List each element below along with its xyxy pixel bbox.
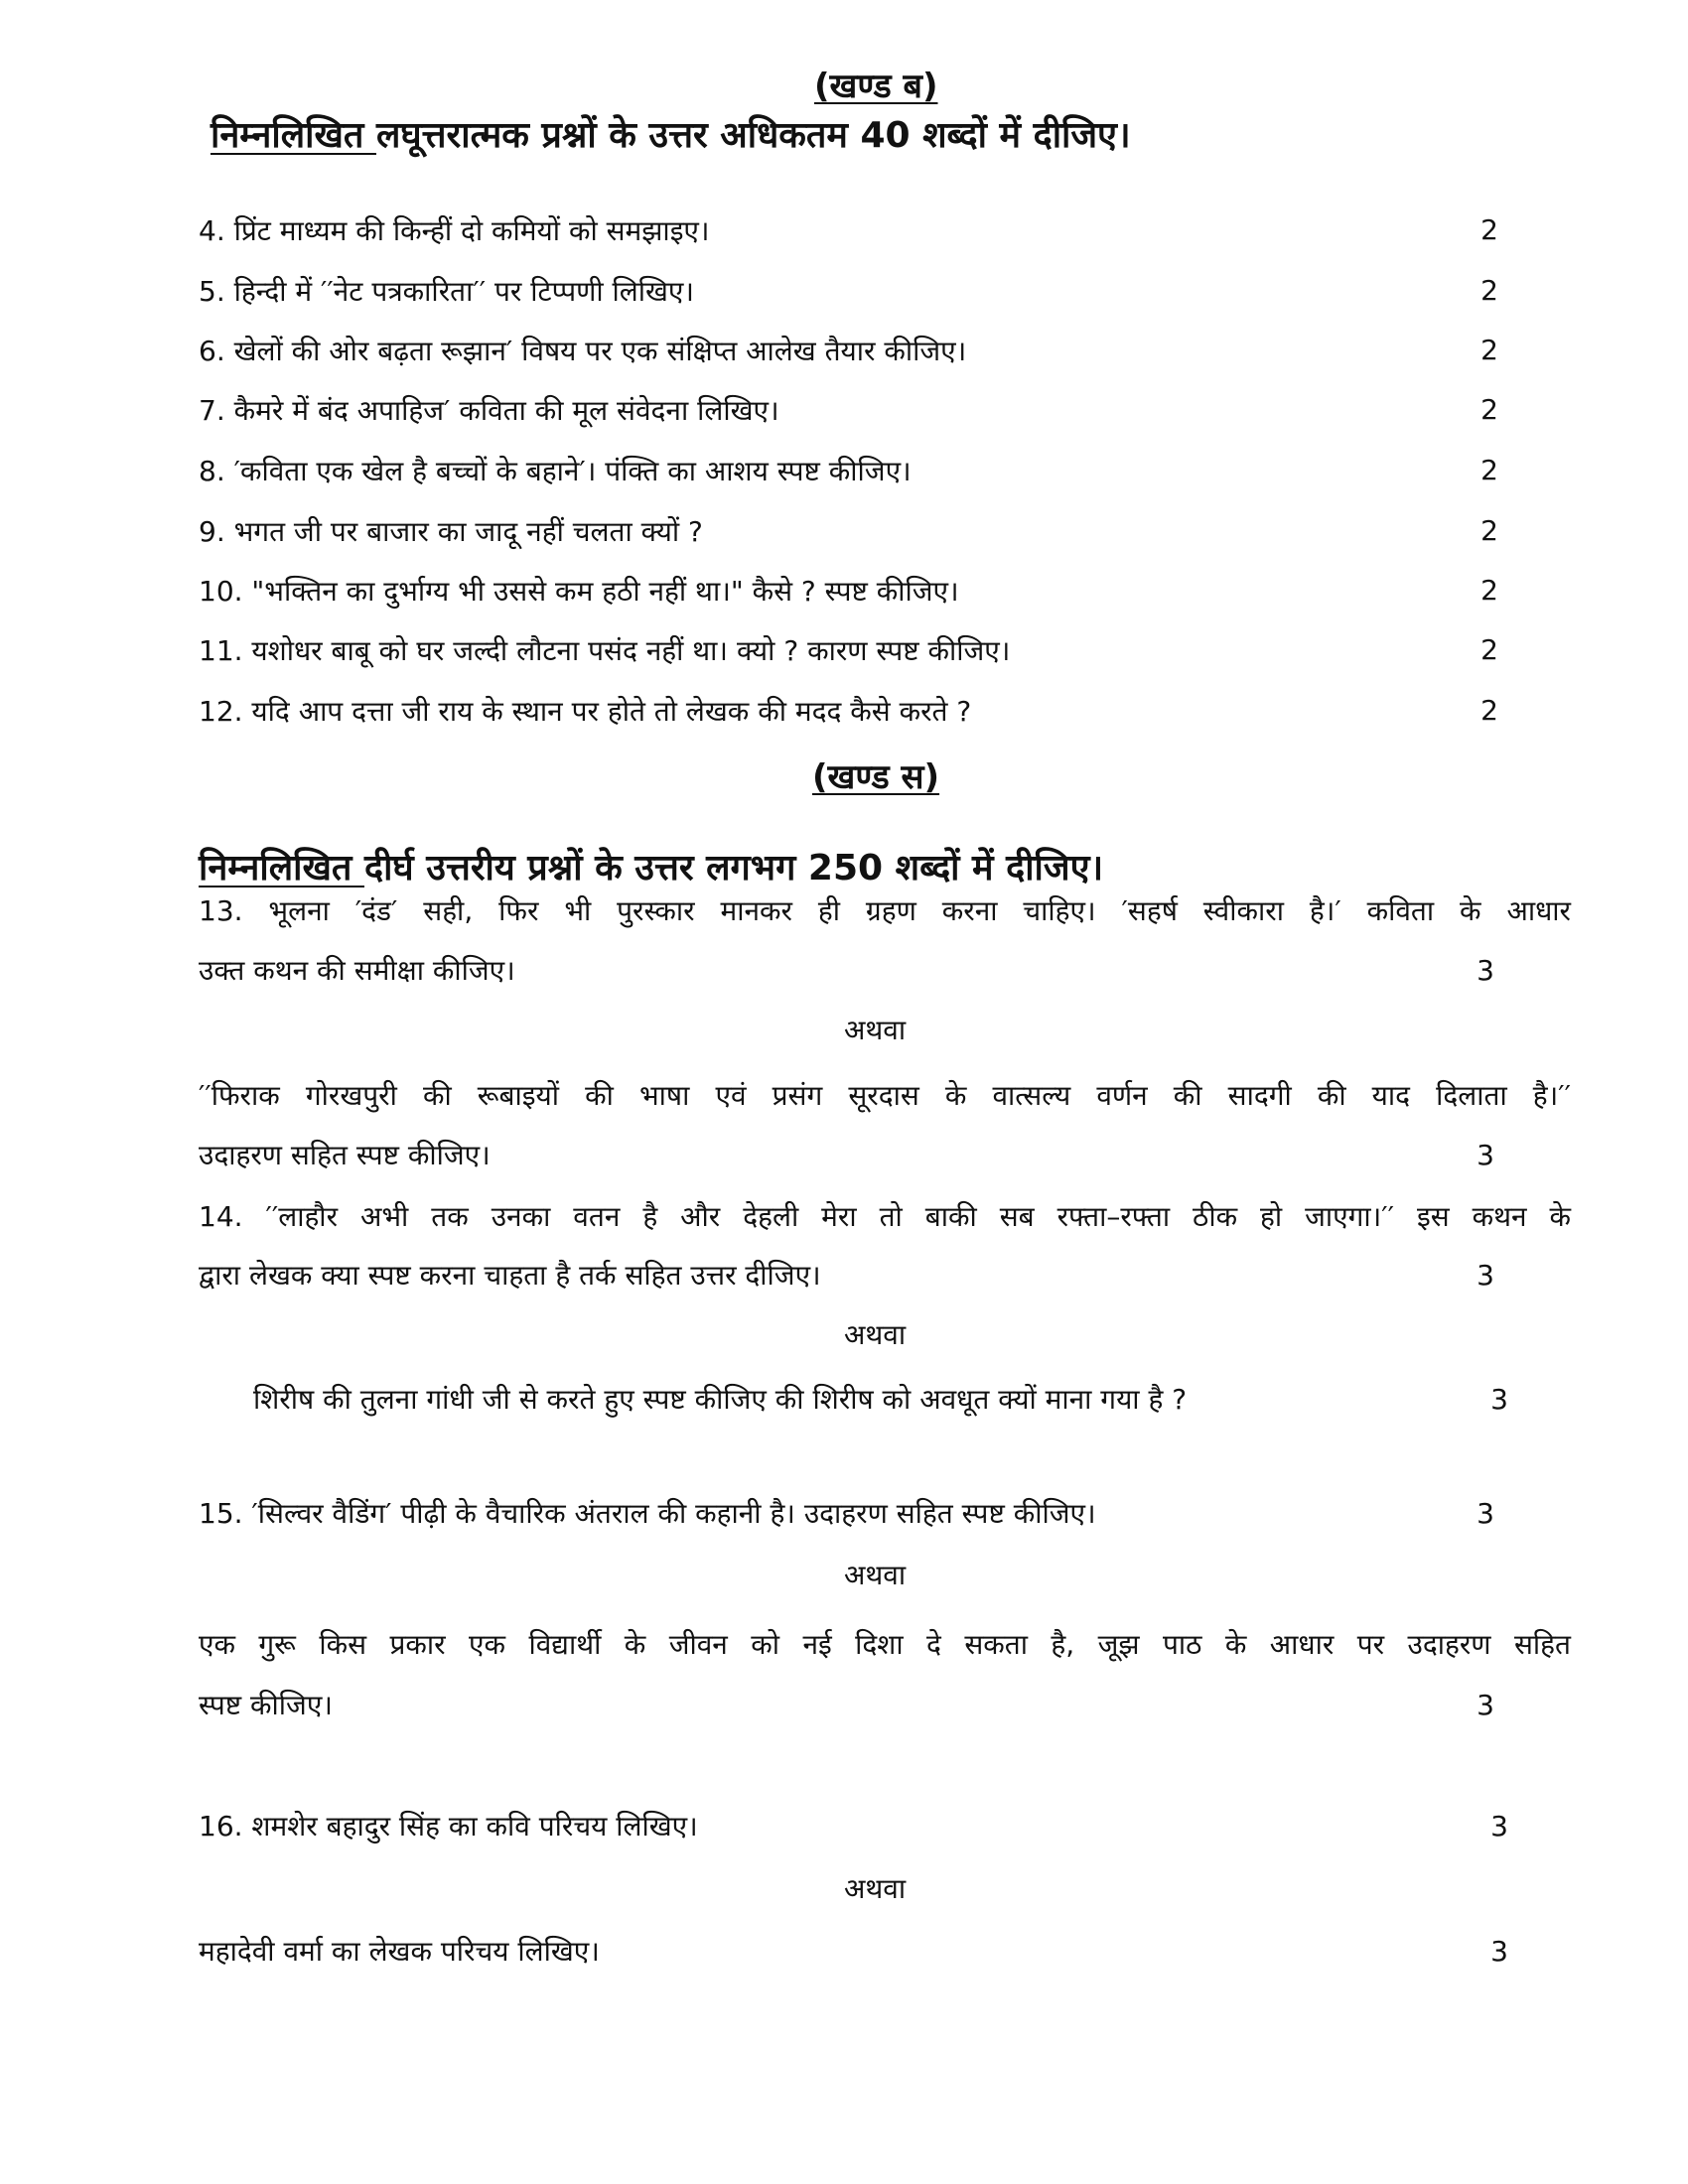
question-14-alt-line1: शिरीष की तुलना गांधी जी से करते हुए स्पष्ट कीजिए की शिरीष को अवधूत क्यों माना गया है ?: [253, 1383, 1188, 1416]
question-4-marks: 2: [1480, 213, 1498, 246]
question-16-alt-line1: महादेवी वर्मा का लेखक परिचय लिखिए।: [199, 1935, 600, 1968]
section-c-instruction-text: दीर्घ उत्तरीय प्रश्नों के उत्तर लगभग 250 शब्दों में दीजिए।: [363, 848, 1104, 888]
question-12-marks: 2: [1480, 694, 1498, 727]
question-10: 10. "भक्तिन का दुर्भाग्य भी उससे कम हठी नहीं था।" कैसे ? स्पष्ट कीजिए।: [199, 575, 959, 608]
question-8: 8. ′कविता एक खेल है बच्चों के बहाने′। पंक्ति का आशय स्पष्ट कीजिए।: [199, 455, 912, 487]
question-9: 9. भगत जी पर बाजार का जादू नहीं चलता क्यों ?: [199, 515, 703, 548]
section-b-instruction: [211, 109, 1131, 158]
question-15-alt-line1: एक गुरू किस प्रकार एक विद्यार्थी के जीवन को नई दिशा दे सकता है, जूझ पाठ के आधार पर उदाहरण सहित: [199, 1628, 1571, 1661]
question-13-line2: उक्त कथन की समीक्षा कीजिए।: [199, 954, 515, 987]
question-8-marks: 2: [1480, 454, 1498, 486]
question-11-marks: 2: [1480, 633, 1498, 666]
question-13-alt-line2: उदाहरण सहित स्पष्ट कीजिए।: [199, 1139, 491, 1171]
question-15-or-label: अथवा: [844, 1559, 907, 1591]
section-b-instruction-underlined: निम्नलिखित: [211, 115, 376, 156]
question-16-line1: 16. शमशेर बहादुर सिंह का कवि परिचय लिखिए।: [199, 1810, 698, 1843]
question-12: 12. यदि आप दत्ता जी राय के स्थान पर होते तो लेखक की मदद कैसे करते ?: [199, 695, 972, 728]
question-5: 5. हिन्दी में ′′नेट पत्रकारिता′′ पर टिप्पणी लिखिए।: [199, 275, 695, 308]
question-15-marks: 3: [1477, 1497, 1494, 1530]
question-13-alt-marks: 3: [1477, 1139, 1494, 1171]
question-9-marks: 2: [1480, 514, 1498, 547]
question-15-alt-line2: स्पष्ट कीजिए।: [199, 1689, 333, 1721]
question-14-marks: 3: [1477, 1259, 1494, 1292]
question-14-line1: 14. ′′लाहौर अभी तक उनका वतन है और देहली मेरा तो बाकी सब रफ्ता–रफ्ता ठीक हो जाएगा।′′ इस कथन के: [199, 1200, 1571, 1233]
question-7-marks: 2: [1480, 393, 1498, 426]
question-14-line2: द्वारा लेखक क्या स्पष्ट करना चाहता है तर्क सहित उत्तर दीजिए।: [199, 1259, 821, 1292]
question-13-line1: 13. भूलना ′दंड′ सही, फिर भी पुरस्कार मानकर ही ग्रहण करना चाहिए। ′सहर्ष स्वीकारा है।′ कविता के आधार: [199, 894, 1571, 927]
question-16-or-label: अथवा: [844, 1872, 907, 1905]
question-15-line1: 15. ′सिल्वर वैडिंग′ पीढ़ी के वैचारिक अंतराल की कहानी है। उदाहरण सहित स्पष्ट कीजिए।: [199, 1497, 1096, 1530]
question-5-marks: 2: [1480, 274, 1498, 307]
question-15-alt-marks: 3: [1477, 1689, 1494, 1721]
question-6: 6. खेलों की ओर बढ़ता रूझान′ विषय पर एक संक्षिप्त आलेख तैयार कीजिए।: [199, 335, 967, 367]
section-b-heading: (खण्ड ब): [814, 67, 938, 106]
section-b-instruction-text: लघूत्तरात्मक प्रश्नों के उत्तर अधिकतम 40 शब्दों में दीजिए।: [375, 115, 1131, 156]
section-c-instruction-underlined: निम्नलिखित: [199, 848, 364, 888]
question-16-marks: 3: [1490, 1810, 1508, 1843]
question-16-alt-marks: 3: [1490, 1935, 1508, 1968]
question-13-or-label: अथवा: [844, 1014, 907, 1046]
question-10-marks: 2: [1480, 574, 1498, 607]
question-14-or-label: अथवा: [844, 1318, 907, 1351]
question-7: 7. कैमरे में बंद अपाहिज′ कविता की मूल संवेदना लिखिए।: [199, 394, 779, 427]
question-13-marks: 3: [1477, 954, 1494, 987]
question-4: 4. प्रिंट माध्यम की किन्हीं दो कमियों को समझाइए।: [199, 214, 710, 247]
question-6-marks: 2: [1480, 334, 1498, 366]
question-14-alt-marks: 3: [1490, 1383, 1508, 1416]
question-13-alt-line1: ′′फिराक गोरखपुरी की रूबाइयों की भाषा एवं प्रसंग सूरदास के वात्सल्य वर्णन की सादगी की याद दिलाता है।′′: [199, 1079, 1571, 1112]
question-11: 11. यशोधर बाबू को घर जल्दी लौटना पसंद नहीं था। क्यो ? कारण स्पष्ट कीजिए।: [199, 634, 1011, 667]
section-c-heading: (खण्ड स): [812, 757, 940, 797]
section-c-instruction: [199, 842, 1103, 890]
